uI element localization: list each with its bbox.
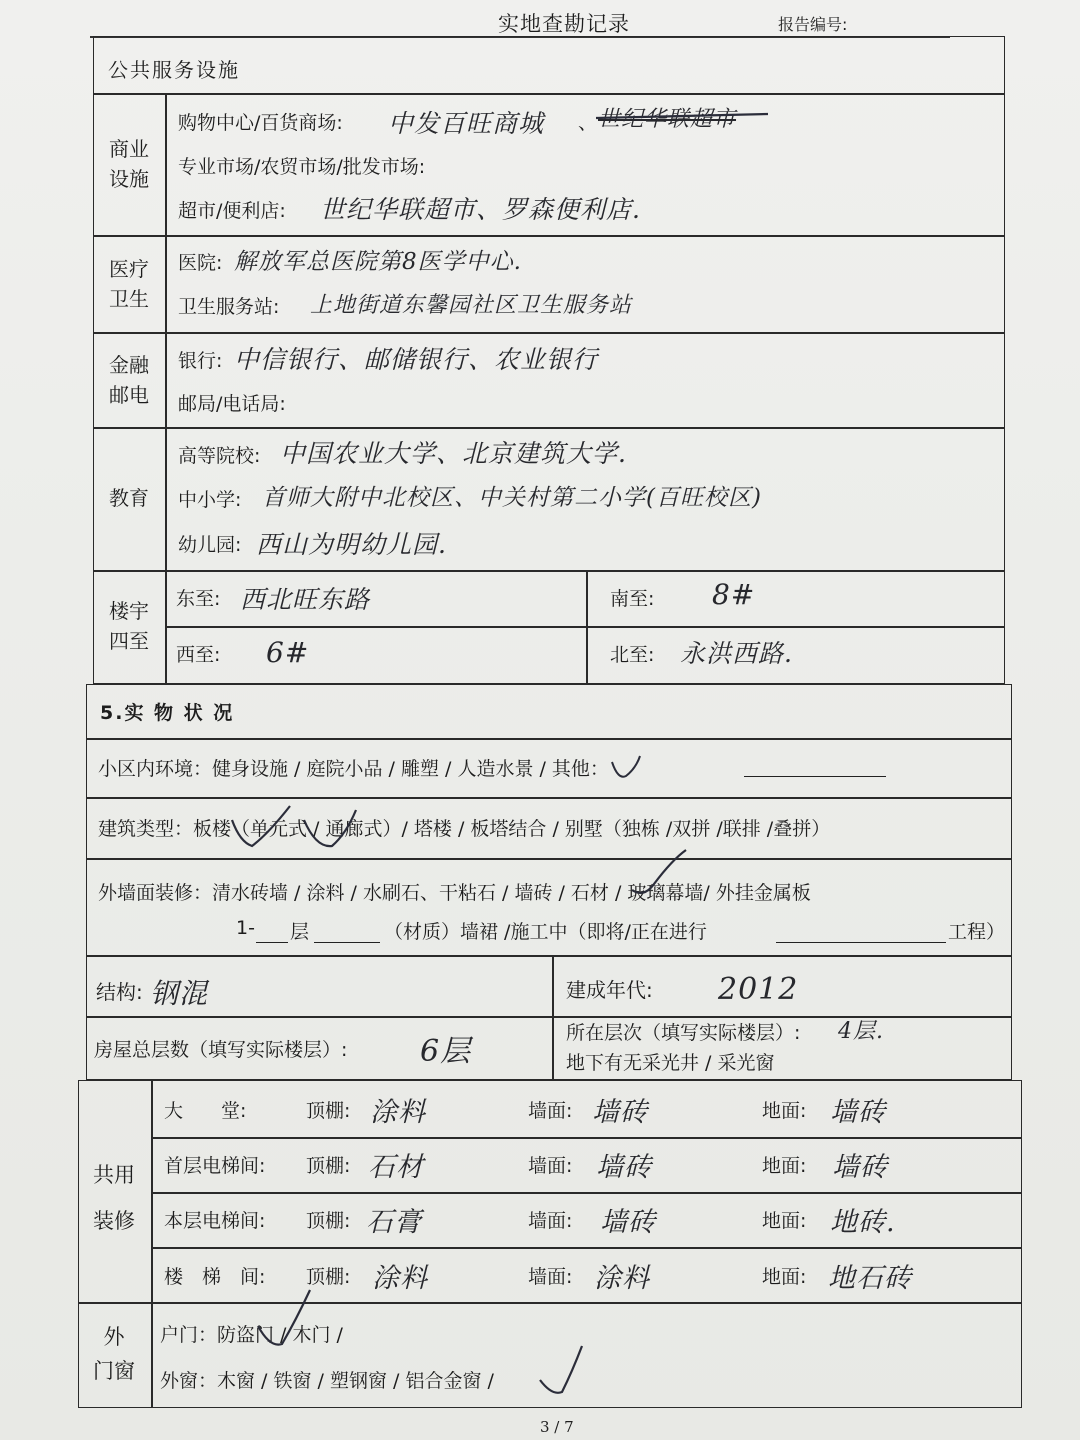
bank-value: 中信银行、邮储银行、农业银行: [234, 345, 599, 374]
structure-value: 钢混: [150, 977, 209, 1010]
row-divider: [152, 1247, 1022, 1249]
ceiling-value: 涂料: [372, 1263, 428, 1294]
total-floors-value: 6层: [420, 1034, 472, 1069]
south-value: 8#: [712, 578, 756, 611]
total-floors-label: 房屋总层数（填写实际楼层）:: [94, 1039, 348, 1061]
facade-line1: 外墙面装修：清水砖墙 / 涂料 / 水刷石、干粘石 / 墙砖 / 石材 / 玻璃幕墙/ 外挂金属板: [98, 882, 811, 904]
school-value: 首师大附中北校区、中关村第二小学(百旺校区): [262, 485, 762, 511]
row-divider: [78, 1302, 1022, 1304]
decoration-row-name: 大 堂:: [164, 1100, 247, 1122]
floor-value: 地砖.: [830, 1207, 896, 1238]
facade-line2-c: （材质）墙裙 /施工中（即将/正在进行: [384, 921, 707, 943]
mall-value: 中发百旺商城: [388, 109, 545, 138]
supermarket-value: 世纪华联超市、罗森便利店.: [320, 195, 641, 224]
wall-label: 墙面:: [528, 1100, 573, 1122]
structure-column-divider: [552, 955, 554, 1080]
ceiling-label: 顶棚:: [306, 1266, 351, 1288]
window-line: 外窗：木窗 / 铁窗 / 塑钢窗 / 铝合金窗 /: [160, 1370, 494, 1392]
decoration-row-name: 本层电梯间:: [164, 1210, 266, 1232]
floor-label: 地面:: [762, 1100, 807, 1122]
environment-line: 小区内环境：健身设施 / 庭院小品 / 雕塑 / 人造水景 / 其他：: [98, 758, 609, 780]
wall-label: 墙面:: [528, 1266, 573, 1288]
education-label: 教育: [109, 486, 149, 510]
decoration-row-name: 楼 梯 间:: [164, 1266, 266, 1288]
basement-light-line: 地下有无采光井 / 采光窗: [566, 1052, 775, 1074]
other-environment-blank: [744, 752, 886, 777]
market-label: 专业市场/农贸市场/批发市场:: [178, 156, 426, 178]
ceiling-value: 石膏: [366, 1207, 422, 1238]
facade-line2-a: 1-: [236, 917, 255, 939]
ceiling-label: 顶棚:: [306, 1155, 351, 1177]
decoration-label: 共用 装修: [93, 1163, 135, 1233]
door-line: 户门：防盗门 / 木门 /: [160, 1324, 343, 1346]
ceiling-value: 石材: [368, 1152, 424, 1183]
document-title: 实地查勘记录: [498, 12, 630, 36]
row-divider: [93, 427, 1005, 429]
ceiling-label: 顶棚:: [306, 1100, 351, 1122]
supermarket-label: 超市/便利店:: [178, 200, 286, 222]
current-floor-value: 4层.: [838, 1019, 884, 1044]
row-divider: [86, 858, 1012, 860]
mall-label: 购物中心/百货商场:: [178, 112, 343, 134]
wall-value: 墙砖: [592, 1097, 648, 1128]
finance-label: 金融 邮电: [109, 353, 149, 407]
post-office-label: 邮局/电话局:: [178, 393, 286, 415]
mall-struck-value: 世纪华联超市: [598, 107, 737, 132]
floor-label: 地面:: [762, 1210, 807, 1232]
page-number: 3 / 7: [540, 1418, 574, 1436]
row-divider: [86, 797, 1012, 799]
current-floor-label: 所在层次（填写实际楼层）:: [566, 1022, 801, 1044]
shared-decoration-table: [78, 1080, 1022, 1408]
wall-label: 墙面:: [528, 1210, 573, 1232]
bounds-column-divider: [586, 570, 588, 684]
row-divider: [93, 235, 1005, 237]
row-divider: [152, 1137, 1022, 1139]
report-number-label: 报告编号:: [778, 15, 848, 34]
east-value: 西北旺东路: [240, 585, 371, 614]
hospital-value: 解放军总医院第8医学中心.: [234, 249, 522, 275]
kindergarten-value: 西山为明幼儿园.: [256, 530, 447, 559]
row-divider: [93, 332, 1005, 334]
west-value: 6#: [266, 636, 310, 669]
college-value: 中国农业大学、北京建筑大学.: [280, 439, 627, 468]
year-label: 建成年代:: [566, 978, 653, 1002]
south-label: 南至:: [610, 588, 655, 610]
wall-label: 墙面:: [528, 1155, 573, 1177]
row-divider: [93, 93, 1005, 95]
mall-separator: 、: [578, 112, 598, 134]
wall-value: 涂料: [594, 1263, 650, 1294]
row-divider: [152, 1192, 1022, 1194]
bank-label: 银行:: [178, 350, 223, 372]
facade-line2-d: 工程）: [948, 921, 1006, 943]
floor-range-blank: [256, 918, 288, 943]
college-label: 高等院校:: [178, 445, 261, 467]
structure-label: 结构:: [96, 980, 143, 1004]
floor-label: 地面:: [762, 1155, 807, 1177]
school-label: 中小学:: [178, 489, 242, 511]
north-value: 永洪西路.: [680, 639, 793, 668]
wall-value: 墙砖: [600, 1207, 656, 1238]
clinic-label: 卫生服务站:: [178, 296, 280, 318]
year-value: 2012: [718, 972, 799, 1007]
floor-value: 墙砖: [832, 1152, 888, 1183]
clinic-value: 上地街道东馨园社区卫生服务站: [310, 293, 633, 318]
east-label: 东至:: [176, 588, 221, 610]
label-column-divider: [165, 93, 167, 684]
medical-label: 医疗 卫生: [109, 257, 149, 311]
floor-value: 墙砖: [830, 1097, 886, 1128]
floor-value: 地石砖: [828, 1263, 912, 1294]
label-column-divider: [151, 1080, 153, 1408]
ceiling-label: 顶棚:: [306, 1210, 351, 1232]
bounds-label: 楼宇 四至: [109, 599, 149, 653]
row-divider: [93, 570, 1005, 572]
decoration-row-name: 首层电梯间:: [164, 1155, 266, 1177]
north-label: 北至:: [610, 644, 655, 666]
ceiling-value: 涂料: [370, 1097, 426, 1128]
section5-title: 5.实 物 状 况: [100, 702, 235, 724]
kindergarten-label: 幼儿园:: [178, 534, 242, 556]
row-divider: [86, 738, 1012, 740]
wall-value: 墙砖: [596, 1152, 652, 1183]
building-type-line: 建筑类型：板楼（单元式 / 通廊式）/ 塔楼 / 板塔结合 / 别墅（独栋 /双拼 /联排 /叠拼）: [98, 818, 831, 840]
facade-line2-b: 层: [290, 921, 310, 943]
material-blank: [314, 918, 380, 943]
west-label: 西至:: [176, 644, 221, 666]
doors-windows-label: 外 门窗: [93, 1325, 135, 1383]
floor-label: 地面:: [762, 1266, 807, 1288]
row-divider: [86, 955, 1012, 957]
hospital-label: 医院:: [178, 252, 223, 274]
section-public-title: 公共服务设施: [108, 58, 240, 82]
commercial-label: 商业 设施: [109, 137, 149, 191]
project-blank: [776, 918, 946, 943]
